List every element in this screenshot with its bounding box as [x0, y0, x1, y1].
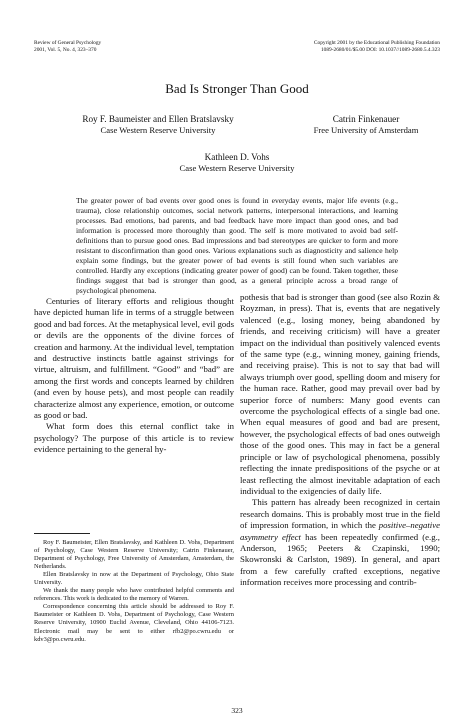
author-affiliation: Case Western Reserve University	[179, 163, 295, 173]
body-column-left	[34, 296, 234, 456]
body-paragraph: pothesis that bad is stronger than good (see also Rozin & Royzman, in press). That is, events that are negatively valenced (e.g., losing money, being abandoned by friends, and receiving criticism) will have a greater impact on the individual than positively valenced events of the same type (e.g., winning money, gaining friends, and receiving praise). This is not to say that bad will always triumph over good, spelling doom and misery for the human race. Rather, good may prevail over bad by superior force of numbers: Many good events can overcome the psychological effects of a single bad one. When equal measures of good and bad are present, however, the psychological effects of bad ones outweigh those of the good ones. This may in fact be a general principle or law of psychological phenomena, possibly reflecting the innate predispositions of the psyche or at least reflecting the almost inevitable adaptation of each individual to the exigencies of daily life.	[240, 292, 440, 496]
text-run: has been repeatedly confirmed (e.g., Anderson, 1965; Peeters & Czapinski, 1990; Skowronski & Carlston, 1989). In general, and apart from a few carefully crafted exceptions, negative information receives more processing and contrib-	[240, 531, 440, 588]
abstract: The greater power of bad events over good ones is found in everyday events, major life events (e.g., trauma), close relationship outcomes, social network patterns, interpersonal interactions, and learning processes. Bad emotions, bad parents, and bad feedback have more impact than good ones, and bad information is processed more thoroughly than good. The self is more motivated to avoid bad self-definitions than to pursue good ones. Bad impressions and bad stereotypes are quicker to form and more resistant to disconfirmation than good ones. Various explanations such as diagnosticity and salience help explain some findings, but the greater power of bad events is still found when such variables are controlled. Hardly any exceptions (indicating greater power of good) can be found. Taken together, these findings suggest that bad is stronger than good, as a general principle across a broad range of psychological phenomena.	[76, 196, 398, 296]
footnote-paragraph: We thank the many people who have contributed helpful comments and references. This work is dedicated to the memory of Warren.	[34, 587, 234, 603]
author-affiliation: Free University of Amsterdam	[313, 125, 419, 135]
body-paragraph: Centuries of literary efforts and religious thought have depicted human life in terms of a struggle between good and bad forces. At the metaphysical level, evil gods or devils are the opponents of the divine forces of creation and harmony. At the individual level, temptation and destructive instincts battle against strivings for virtue, altruism, and fulfillment. “Good” and “bad” are among the first words and concepts learned by children (and even by house pets), and most people can readily characterize almost any experience, emotion, or outcome as good or bad.	[34, 296, 234, 421]
footnote-paragraph: Roy F. Baumeister, Ellen Bratslavsky, and Kathleen D. Vohs, Department of Psychology, Case Western Reserve University; Catrin Finkenauer, Department of Psychology, Free University of Amsterdam, Amsterdam, the Netherlands.	[34, 539, 234, 571]
body-column-right	[240, 292, 440, 589]
footnote-paragraph: Correspondence concerning this article should be addressed to Roy F. Baumeister or Kathleen D. Vohs, Department of Psychology, Case Western Reserve University, 10900 Euclid Avenue, Cleveland, Ohio 44106-7123. Electronic mail may be sent to either rfb2@po.cwru.edu or kdv3@po.cwru.edu.	[34, 603, 234, 643]
footnote-paragraph: Ellen Bratslavsky in now at the Department of Psychology, Ohio State University.	[34, 571, 234, 587]
author-names: Catrin Finkenauer	[332, 114, 400, 124]
emphasized-term: positive–negative asymmetry effect	[240, 520, 440, 542]
copyright-line: Copyright 2001 by the Educational Publishing Foundation	[313, 40, 440, 46]
author-names: Roy F. Baumeister and Ellen Bratslavsky	[82, 114, 234, 124]
body-paragraph: What form does this eternal conflict take in psychology? The purpose of this article is to review evidence pertaining to the general hy-	[34, 421, 234, 455]
journal-name: Review of General Psychology	[34, 40, 102, 46]
article-title: Bad Is Stronger Than Good	[165, 81, 309, 96]
author-names: Kathleen D. Vohs	[204, 152, 270, 162]
text-run: This pattern has already been recognized in certain research domains. This is probably most true in the field of impression formation, in which the	[240, 497, 440, 531]
page-number: 323	[231, 706, 243, 715]
copyright-notice	[314, 40, 440, 54]
author-affiliation: Case Western Reserve University	[100, 125, 216, 135]
author-block-2	[296, 114, 436, 136]
author-block-3	[0, 152, 474, 174]
journal-citation	[34, 40, 101, 54]
doi-line: 1089-2680/01/$5.00 DOI: 10.1037//1089-2680.5.4.323	[320, 46, 440, 53]
body-paragraph	[240, 497, 440, 588]
author-note	[34, 539, 234, 644]
author-block-1	[38, 114, 278, 136]
journal-volume: 2001, Vol. 5, No. 4, 323–370	[34, 46, 97, 53]
footnote-divider	[34, 533, 90, 534]
